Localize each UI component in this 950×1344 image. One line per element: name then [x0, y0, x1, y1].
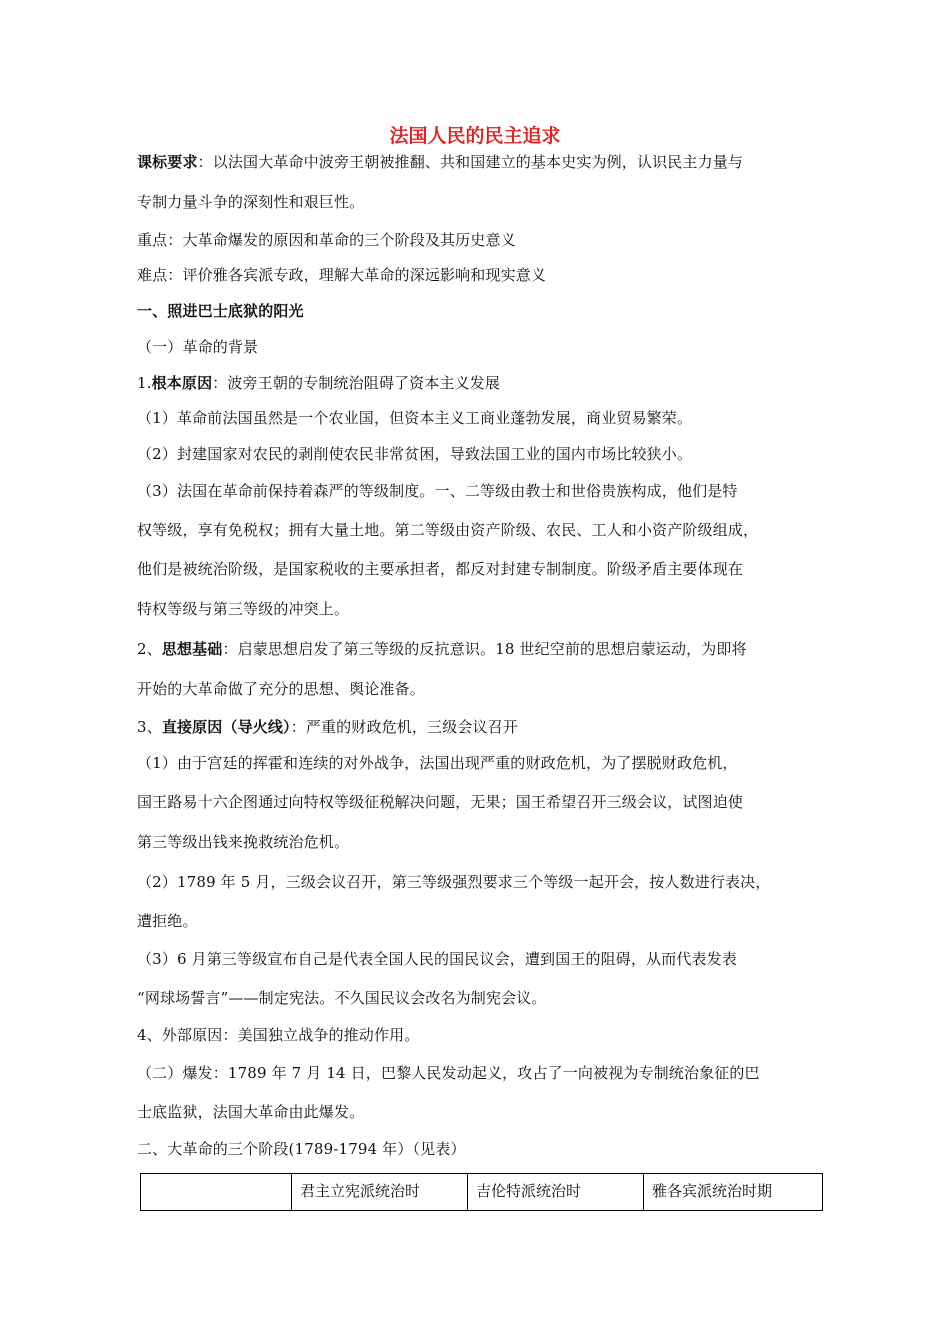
direct-cause-item-1c: 第三等级出钱来挽救统治危机。 — [137, 833, 350, 851]
section-2-heading: 二、大革命的三个阶段(1789-1794 年）（见表） — [137, 1140, 466, 1158]
outbreak-line-1: （二）爆发：1789 年 7 月 14 日，巴黎人民发动起义，攻占了一向被视为专制统治象征的巴 — [137, 1064, 760, 1082]
subsection-background: （一）革命的背景 — [137, 338, 259, 356]
table-header-cell: 雅各宾派统治时期 — [644, 1174, 823, 1211]
root-cause-line — [137, 372, 827, 394]
curriculum-line-2: 专制力量斗争的深刻性和艰巨性。 — [137, 193, 365, 211]
ideological-label: 思想基础 — [161, 640, 223, 658]
curriculum-line-1 — [137, 151, 827, 173]
curriculum-label: 课标要求 — [137, 153, 198, 171]
direct-cause-label: 直接原因（导火线） — [161, 718, 291, 736]
table-row — [141, 1174, 823, 1211]
root-cause-item-1: （1）革命前法国虽然是一个农业国，但资本主义工商业蓬勃发展，商业贸易繁荣。 — [137, 409, 693, 427]
table-header-cell: 君主立宪派统治时 — [292, 1174, 468, 1211]
direct-cause-line — [137, 716, 827, 738]
direct-cause-item-1b: 国王路易十六企图通过向特权等级征税解决问题，无果；国王希望召开三级会议，试图迫使 — [137, 793, 744, 811]
root-cause-item-3a: （3）法国在革命前保持着森严的等级制度。一、二等级由教士和世俗贵族构成，他们是特 — [137, 482, 738, 500]
outbreak-line-2: 士底监狱，法国大革命由此爆发。 — [137, 1103, 365, 1121]
direct-cause-item-3a: （3）6 月第三等级宣布自己是代表全国人民的国民议会，遭到国王的阻碍，从而代表发表 — [137, 950, 738, 968]
table-header-cell: 吉伦特派统治时 — [468, 1174, 644, 1211]
ideological-text-a: ：启蒙思想启发了第三等级的反抗意识。18 世纪空前的思想启蒙运动，为即将 — [222, 640, 747, 658]
ideological-basis-line-2: 开始的大革命做了充分的思想、舆论准备。 — [137, 680, 425, 698]
direct-cause-prefix: 3、 — [137, 718, 162, 736]
direct-cause-item-2b: 遭拒绝。 — [137, 912, 198, 930]
ideological-prefix: 2、 — [137, 640, 162, 658]
key-point: 重点：大革命爆发的原因和革命的三个阶段及其历史意义 — [137, 231, 516, 249]
root-cause-item-3c: 他们是被统治阶级，是国家税收的主要承担者，都反对封建专制制度。阶级矛盾主要体现在 — [137, 560, 744, 578]
page-title: 法国人民的民主追求 — [389, 125, 561, 147]
curriculum-text-1: ：以法国大革命中波旁王朝被推翻、共和国建立的基本史实为例，认识民主力量与 — [197, 153, 744, 171]
root-cause-text: ：波旁王朝的专制统治阻碍了资本主义发展 — [212, 374, 501, 392]
root-cause-item-3b: 权等级，享有免税权；拥有大量土地。第二等级由资产阶级、农民、工人和小资产阶级组成， — [137, 521, 759, 539]
direct-cause-item-3b: “网球场誓言”——制定宪法。不久国民议会改名为制宪会议。 — [137, 989, 547, 1007]
direct-cause-item-1a: （1）由于宫廷的挥霍和连续的对外战争，法国出现严重的财政危机，为了摆脱财政危机， — [137, 754, 738, 772]
root-cause-prefix: 1. — [137, 374, 152, 392]
external-cause: 4、外部原因：美国独立战争的推动作用。 — [137, 1026, 420, 1044]
root-cause-item-2: （2）封建国家对农民的剥削使农民非常贫困，导致法国工业的国内市场比较狭小。 — [137, 445, 693, 463]
ideological-basis-line — [137, 638, 827, 660]
table-header-cell — [141, 1174, 292, 1211]
section-1-heading: 一、照进巴士底狱的阳光 — [137, 302, 304, 320]
root-cause-item-3d: 特权等级与第三等级的冲突上。 — [137, 600, 350, 618]
stages-table — [140, 1173, 823, 1211]
difficult-point: 难点：评价雅各宾派专政，理解大革命的深远影响和现实意义 — [137, 266, 547, 284]
direct-cause-item-2a: （2）1789 年 5 月，三级会议召开，第三等级强烈要求三个等级一起开会，按人数进行表决， — [137, 873, 771, 891]
direct-cause-text: ：严重的财政危机，三级会议召开 — [290, 718, 518, 736]
root-cause-label: 根本原因 — [151, 374, 213, 392]
